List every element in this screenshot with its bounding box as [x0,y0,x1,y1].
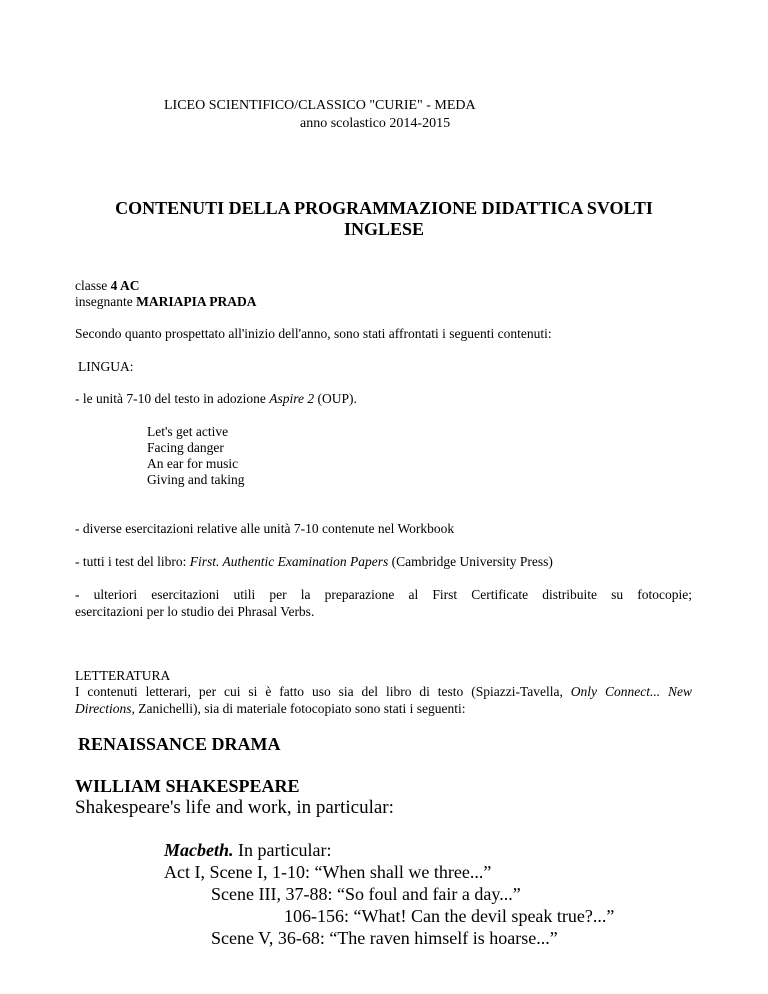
page-title: CONTENUTI DELLA PROGRAMMAZIONE DIDATTICA SVOLTI [115,198,653,218]
macbeth-line: Scene III, 37-88: “So foul and fair a day...” [211,884,521,904]
unit-title: Facing danger [147,440,224,455]
teacher-label: insegnante [75,294,137,309]
unit-title: Let's get active [147,424,229,439]
units-book: Aspire 2 [269,391,315,406]
letteratura-pre: I contenuti letterari, per cui si è fatto uso sia del libro di testo (Spiazzi-Tavella, [75,684,571,699]
units-post: (OUP). [314,391,357,406]
subject-title: INGLESE [343,219,425,239]
extra-exercises-line2: esercitazioni per lo studio dei Phrasal Verbs. [75,604,315,619]
letteratura-post: , Zanichelli), sia di materiale fotocopiato sono stati i seguenti: [131,701,466,716]
unit-title: An ear for music [147,456,239,471]
teacher-line [75,294,256,310]
tests-book: First. Authentic Examination Papers [189,554,389,569]
workbook-line: - diverse esercitazioni relative alle unità 7-10 contenute nel Workbook [75,521,455,536]
class-label: classe [75,278,111,293]
macbeth-title-line [164,840,331,861]
section-heading: RENAISSANCE DRAMA [78,734,281,754]
letteratura-heading: LETTERATURA [75,668,171,683]
units-line [75,391,357,407]
author-name: WILLIAM SHAKESPEARE [75,776,300,796]
letteratura-intro-line1 [75,684,692,701]
unit-title: Giving and taking [147,472,245,487]
class-line [75,278,140,294]
letteratura-book-cont: Directions [75,701,132,716]
macbeth-title-post: In particular: [233,840,332,860]
intro-text: Secondo quanto prospettato all'inizio dell'anno, sono stati affrontati i seguenti contenuti: [75,326,552,341]
macbeth-line: 106-156: “What! Can the devil speak true?...” [284,906,615,926]
author-intro: Shakespeare's life and work, in particular: [75,797,394,818]
tests-line [75,554,553,570]
class-value: 4 AC [110,278,140,293]
macbeth-line: Act I, Scene I, 1-10: “When shall we three...” [164,862,492,882]
letteratura-intro-line2 [75,701,466,717]
macbeth-title: Macbeth. [164,840,234,860]
school-year: anno scolastico 2014-2015 [300,116,451,131]
teacher-value: MARIAPIA PRADA [136,294,257,309]
lingua-heading: LINGUA: [78,359,134,374]
tests-post: (Cambridge University Press) [388,554,553,569]
tests-pre: - tutti i test del libro: [75,554,190,569]
letteratura-book: Only Connect... New [570,684,693,699]
macbeth-line: Scene V, 36-68: “The raven himself is hoarse...” [211,928,558,948]
units-pre: - le unità 7-10 del testo in adozione [75,391,270,406]
school-name: LICEO SCIENTIFICO/CLASSICO "CURIE" - MEDA [164,98,476,113]
extra-exercises-line1: - ulteriori esercitazioni utili per la preparazione al First Certificate distribuite su fotocopie; [75,587,692,602]
